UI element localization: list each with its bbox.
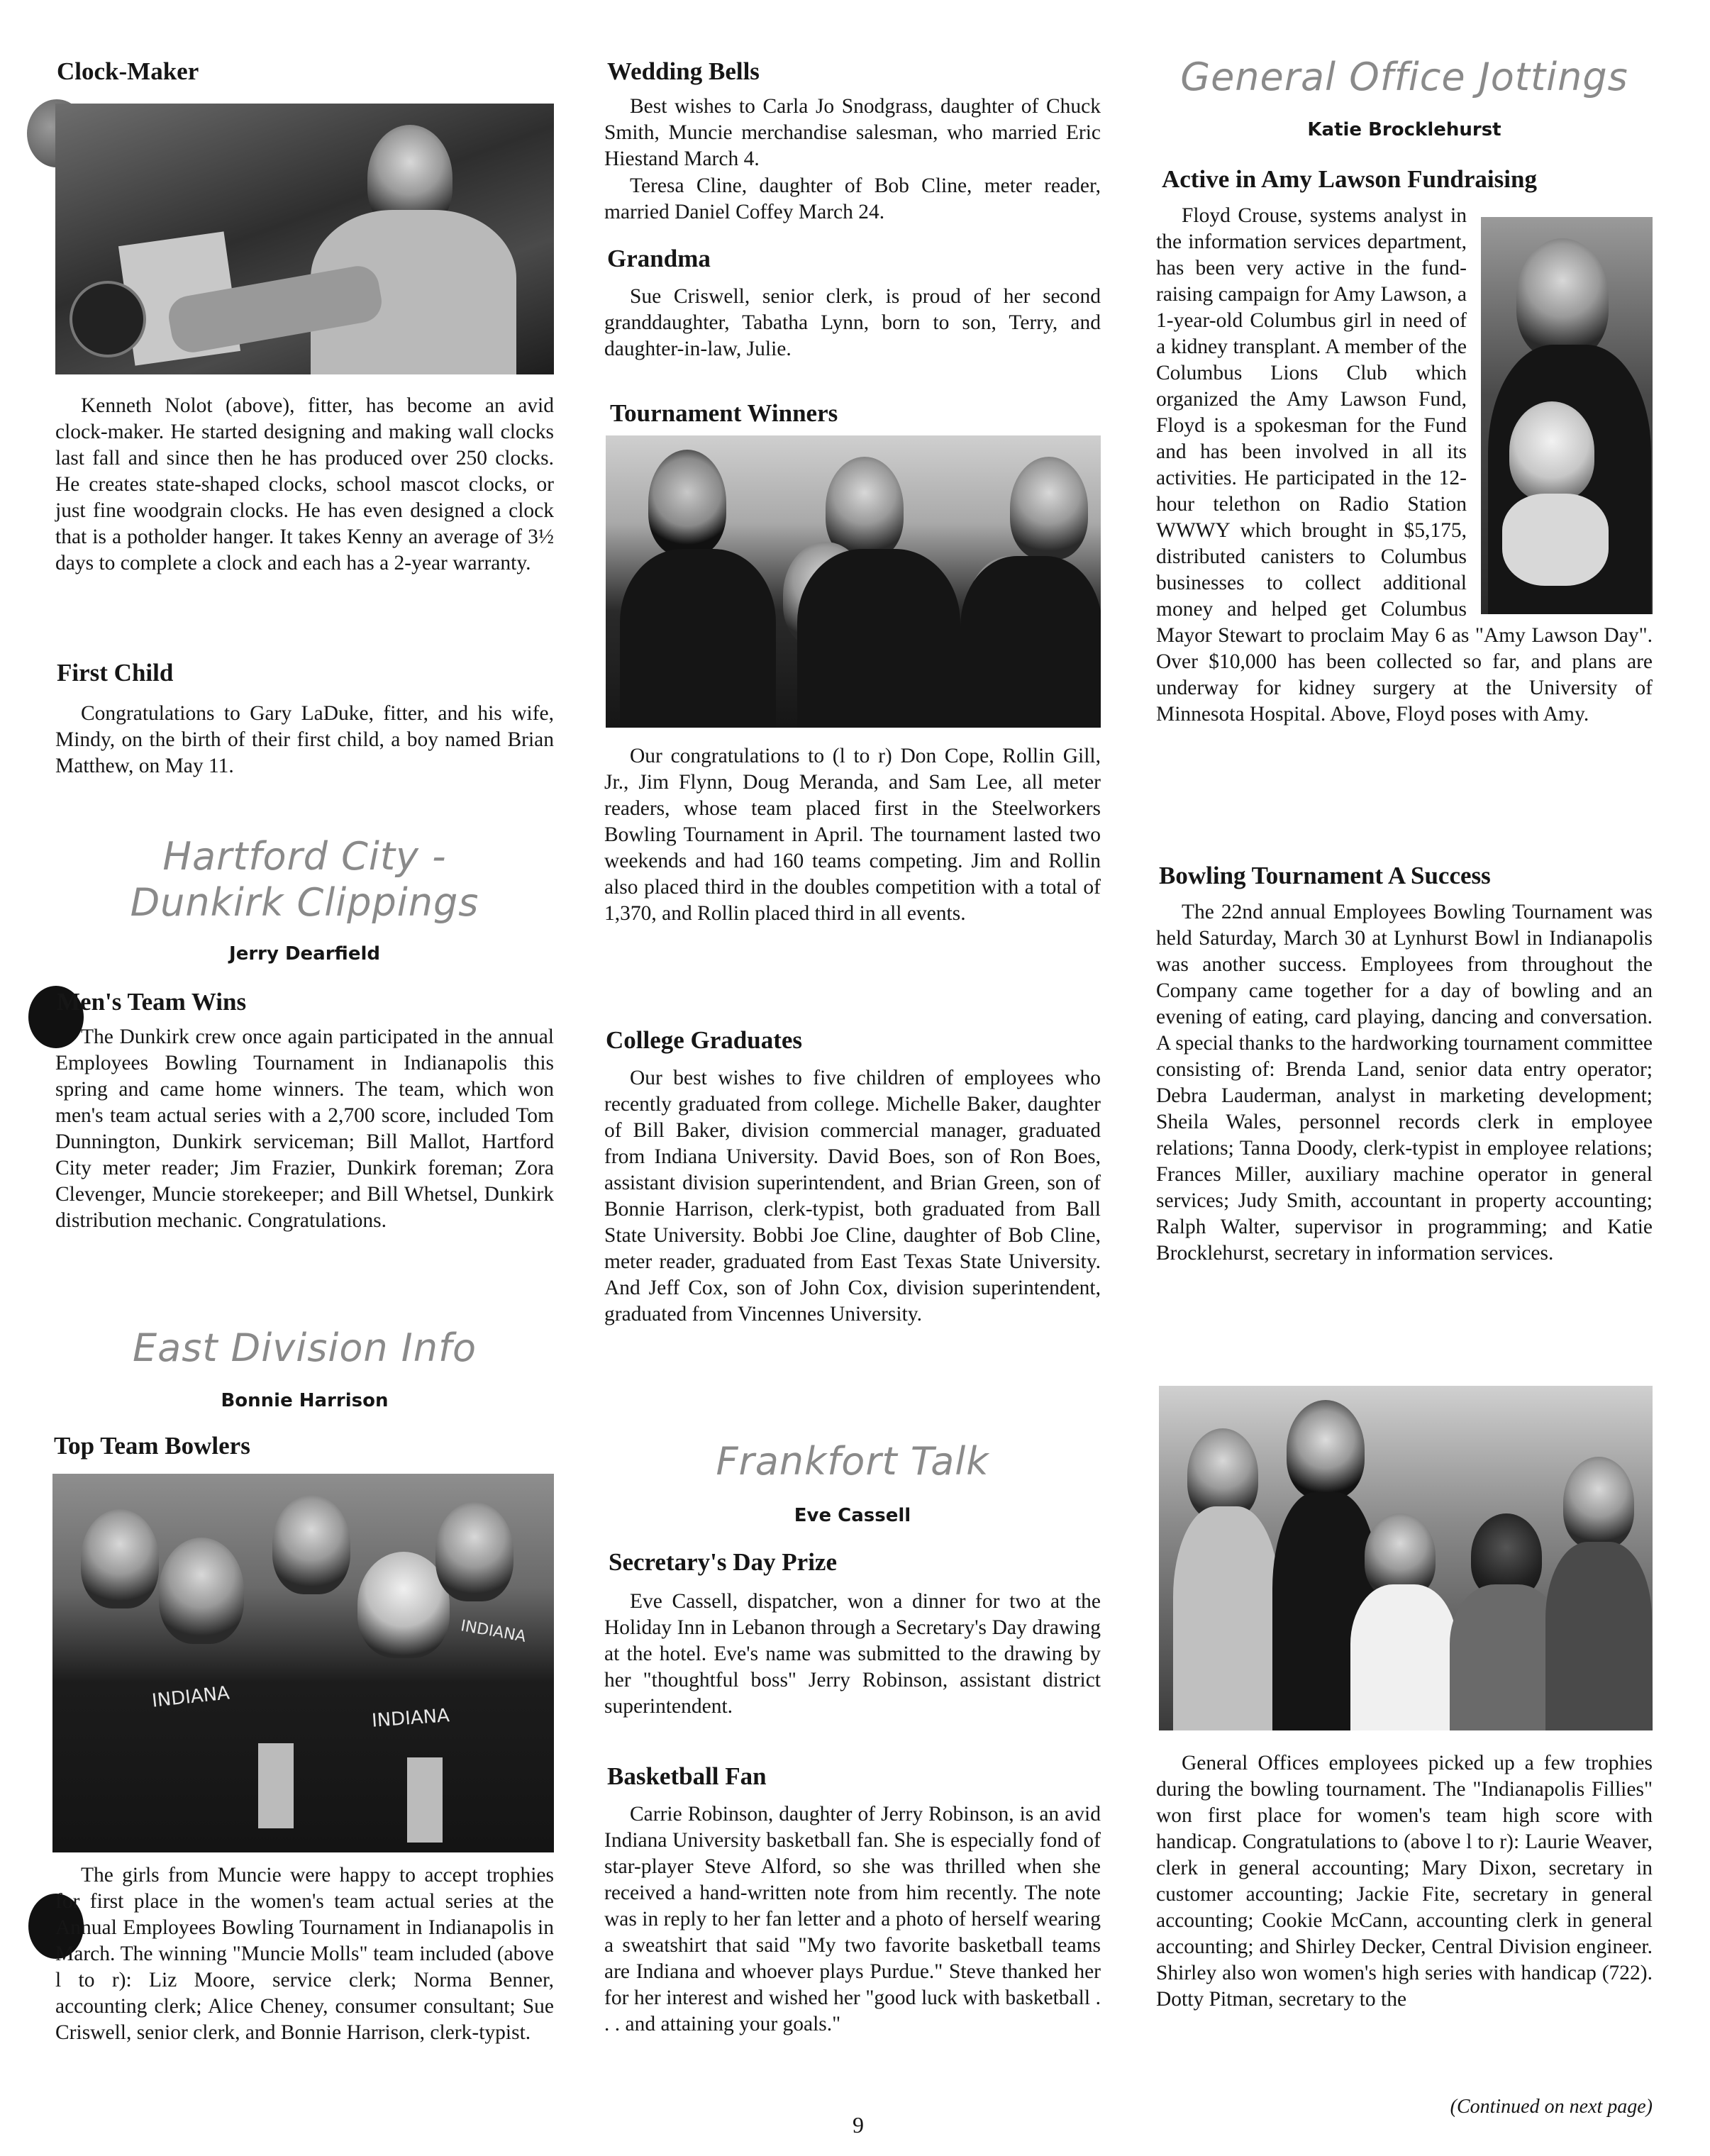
- wedding-text-2: Teresa Cline, daughter of Bob Cline, meter reader, married Daniel Coffey March 24.: [604, 174, 1101, 223]
- wedding-heading: Wedding Bells: [607, 57, 760, 85]
- hartford-byline: Jerry Dearfield: [229, 943, 380, 965]
- continued-note: (Continued on next page): [1450, 2096, 1653, 2118]
- hartford-section-title-line1: Hartford City -: [162, 834, 447, 879]
- amy-lawson-heading: Active in Amy Lawson Fundraising: [1162, 165, 1537, 193]
- indianapolis-fillies-photo: [1159, 1386, 1653, 1730]
- amy-lawson-text: Floyd Crouse, systems analyst in the information services department, has been very active in the fund-raising campaign for Amy Lawson, a 1-year-old Columbus girl in need of a kidney transplant. A member of the Columbus Lions Club which organized the Amy Lawson Fund, Floyd is a spokesman for the Fund and has been involved in all its activities. He participated in the 12-hour telethon on Radio Station WWWY which brought in $5,175, distributed canisters to Columbus businesses to collect additional money and helped get Columbus Mayor Stewart to proclaim May 6 as "Amy Lawson Day". Over $10,000 has been collected so far, and plans are underway for kidney surgery at the University of Minnesota Hospital. Above, Floyd poses with Amy.: [1156, 204, 1653, 726]
- tournament-winners-text: Our congratulations to (l to r) Don Cope, Rollin Gill, Jr., Jim Flynn, Doug Meranda, and Sam Lee, all meter readers, whose team placed first in the Steelworkers Bowling Tournament in April. The tournament lasted two weekends and had 160 teams competing. Jim and Rollin also placed third in the doubles competition with a total of 1,370, and Rollin placed third in all events.: [604, 745, 1101, 925]
- college-graduates-heading: College Graduates: [606, 1026, 803, 1054]
- east-division-title: East Division Info: [133, 1326, 477, 1370]
- bowling-success-text: The 22nd annual Employees Bowling Tournament was held Saturday, March 30 at Lynhurst Bowl in Indianapolis was another success. Employees from throughout the Company came together for a day of bowling and an evening of eating, card playing, dancing and conversation. A special thanks to the hardworking tournament committee consisting of: Brenda Land, senior data entry operator; Debra Lauderman, analyst in marketing development; Sheila Wales, personnel records clerk in employee relations; Tanna Doody, clerk-typist in employee relations; Frances Miller, auxiliary machine operator in general services; Judy Smith, accountant in property accounting; Ralph Walter, supervisor in programming; and Katie Brocklehurst, secretary in information services.: [1156, 901, 1653, 1265]
- college-graduates-text: Our best wishes to five children of employees who recently graduated from college. Michelle Baker, daughter of Bill Baker, division commercial manager, graduated from Indiana University. David Boes, son of Ron Boes, assistant division superintendent, and Brian Green, son of Bonnie Harrison, clerk-typist, both graduated from Ball State University. Bobbi Joe Cline, daughter of Bob Cline, meter reader, graduated from East Texas State University. And Jeff Cox, son of John Cox, division superintendent, graduated from Vincennes University.: [604, 1067, 1101, 1326]
- clock-maker-photo: [55, 104, 554, 374]
- top-team-heading: Top Team Bowlers: [54, 1432, 250, 1460]
- shirt-text-1: INDIANA: [150, 1682, 231, 1712]
- tournament-winners-heading: Tournament Winners: [610, 399, 838, 427]
- east-division-byline: Bonnie Harrison: [221, 1390, 389, 1411]
- mens-team-text: The Dunkirk crew once again participated in the annual Employees Bowling Tournament in Indianapolis this spring and came home winners. The team, which won men's team actual series with a 2,700 score, included Tom Dunnington, Dunkirk serviceman; Bill Mallot, Hartford City meter reader; Jim Frazier, Dunkirk foreman; Zora Clevenger, Muncie storekeeper; and Bill Whetsel, Dunkirk distribution mechanic. Congratulations.: [55, 1026, 554, 1232]
- fillies-text: General Offices employees picked up a few trophies during the bowling tournament. The "Indianapolis Fillies" won first place for women's team high score with handicap. Congratulations to (above l to r): Laurie Weaver, clerk in general accounting; Mary Dixon, secretary in customer accounting; Jackie Fite, secretary in general accounting; Cookie McCann, accounting clerk in general accounting; and Shirley Decker, Central Division engineer. Shirley also won women's high series with handicap (722). Dotty Pitman, secretary to the: [1156, 1752, 1653, 2011]
- basketball-fan-text: Carrie Robinson, daughter of Jerry Robinson, is an avid Indiana University basketball fan. She is especially fond of star-player Steve Alford, so she was thrilled when she received a hand-written note from him recently. The note was in reply to her fan letter and a photo of herself wearing a sweatshirt that said "My two favorite basketball teams are Indiana and whoever plays Purdue." Steve thanked her for her interest and wished her "good luck with basketball . . . and attaining your goals.": [604, 1803, 1101, 2035]
- first-child-text: Congratulations to Gary LaDuke, fitter, and his wife, Mindy, on the birth of their first child, a boy named Brian Matthew, on May 11.: [55, 702, 554, 777]
- clock-maker-heading: Clock-Maker: [57, 57, 199, 85]
- top-team-bowlers-photo: [52, 1474, 554, 1852]
- frankfort-byline: Eve Cassell: [794, 1505, 911, 1526]
- general-office-title: General Office Jottings: [1180, 55, 1628, 99]
- bowling-success-heading: Bowling Tournament A Success: [1159, 862, 1491, 889]
- top-team-text: The girls from Muncie were happy to accept trophies for first place in the women's team actual series at the Annual Employees Bowling Tournament in Indianapolis in March. The winning "Muncie Molls" team included (above l to r): Liz Moore, service clerk; Norma Benner, accounting clerk; Alice Cheney, consumer consultant; Sue Criswell, senior clerk, and Bonnie Harrison, clerk-typist.: [55, 1864, 554, 2044]
- grandma-text: Sue Criswell, senior clerk, is proud of her second granddaughter, Tabatha Lynn, born to son, Terry, and daughter-in-law, Julie.: [604, 285, 1101, 360]
- secretarys-day-heading: Secretary's Day Prize: [609, 1548, 837, 1576]
- shirt-text-2: INDIANA: [371, 1705, 450, 1732]
- shirt-text-3: INDIANA: [459, 1617, 528, 1646]
- clock-maker-text: Kenneth Nolot (above), fitter, has become an avid clock-maker. He started designing and making wall clocks last fall and since then he has produced over 250 clocks. He creates state-shaped clocks, school mascot clocks, or just fine woodgrain clocks. He has even designed a clock that is a potholder hanger. It takes Kenny an average of 3½ days to complete a clock and each has a 2-year warranty.: [55, 394, 554, 574]
- first-child-heading: First Child: [57, 659, 174, 687]
- frankfort-section-title: Frankfort Talk: [716, 1439, 989, 1484]
- hartford-section-title-line2: Dunkirk Clippings: [130, 880, 479, 925]
- amy-lawson-text-container: [1156, 203, 1653, 841]
- wedding-text-1: Best wishes to Carla Jo Snodgrass, daughter of Chuck Smith, Muncie merchandise salesman, who married Eric Hiestand March 4.: [604, 95, 1101, 170]
- secretarys-day-text: Eve Cassell, dispatcher, won a dinner for two at the Holiday Inn in Lebanon through a Secretary's Day drawing at the hotel. Eve's name was submitted to the drawing by her "thoughtful boss" Jerry Robinson, assistant district superintendent.: [604, 1590, 1101, 1718]
- basketball-fan-heading: Basketball Fan: [607, 1762, 767, 1790]
- general-office-byline: Katie Brocklehurst: [1307, 119, 1501, 140]
- mens-team-heading: Men's Team Wins: [57, 988, 247, 1016]
- page-number: 9: [853, 2112, 864, 2138]
- tournament-winners-photo: [606, 435, 1101, 728]
- grandma-heading: Grandma: [607, 245, 711, 272]
